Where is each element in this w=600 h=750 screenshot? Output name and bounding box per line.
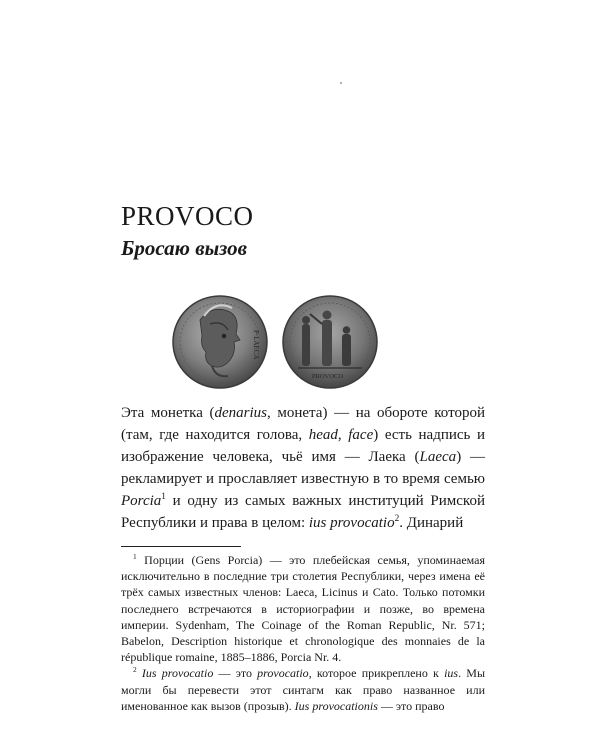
footnote-mark-1: 1	[133, 552, 137, 561]
reverse-legend: PROVOCO	[312, 373, 344, 380]
coin-obverse	[173, 296, 267, 388]
footnote-divider	[121, 546, 241, 547]
obverse-legend: P·LAECA	[252, 330, 260, 360]
chapter-subtitle: Бросаю вызов	[121, 236, 247, 260]
denarius-coins-image	[170, 290, 380, 396]
main-paragraph: Эта монетка (denarius, монета) — на обороте которой (там, где находится голова, head, face) есть надпись и изображение человека, чьё имя — Лаека (Laeca) — рекламирует и прославляет известную в то время семью Porcia$^1$ и одну из самых важных институций Римской Республики и права в целом: ius provocatio$^2$. Динарий	[121, 405, 486, 531]
chapter-title: PROVOCO	[121, 201, 254, 231]
page-speck	[340, 82, 342, 84]
footnote-ref-1: 1	[161, 492, 166, 502]
coin-reverse	[283, 296, 377, 388]
footnote-1: $^1$ Порции (Gens Porcia) — это плебейская семья, упоминаемая исключительно в последние три столетия Республики, через имена её трёх самых известных членов: Laeca, Licinus и Cato. Только потомки последнего встречаются в историографии и позже, во времена империи. Sydenham, The Coinage of the Roman Republic, Nr. 571; Babelon, Description historique et chronologique des monnaies de la république romaine, 1885–1886, Porcia Nr. 4.	[121, 552, 486, 665]
footnote-mark-2: 2	[133, 665, 137, 675]
footnotes	[121, 552, 485, 714]
footnote-2: $^2$ Ius provocatio — это provocatio, которое прикреплено к ius. Мы могли бы перевести этот синтагм как право названное или именованное как вызов (прозыв). Ius provocationis — это право	[121, 665, 486, 713]
footnote-ref-2: 2	[394, 514, 400, 524]
